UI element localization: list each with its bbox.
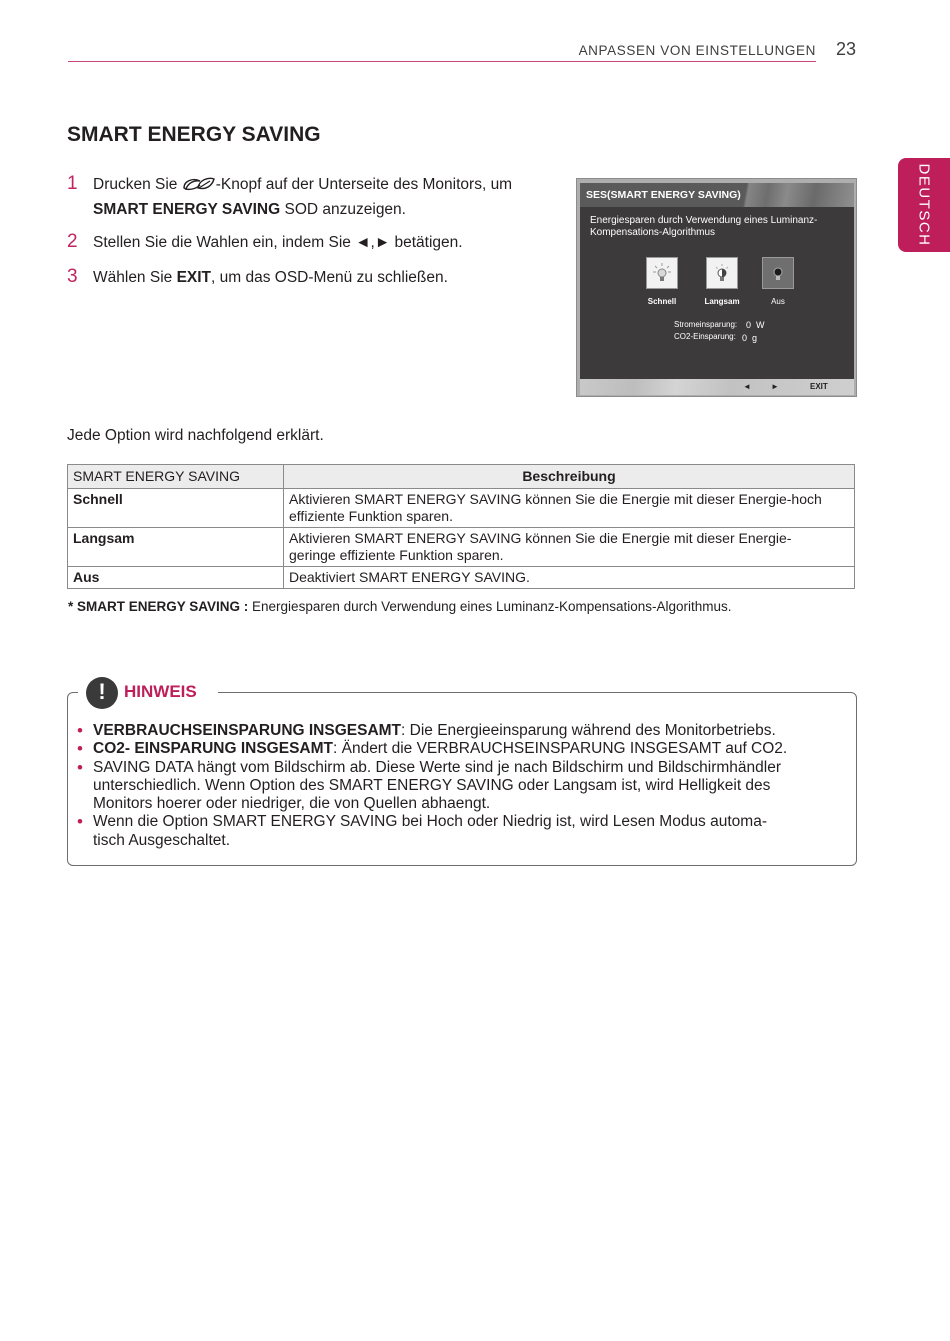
osd-menu-screenshot [576, 178, 857, 397]
osd-description-line: Energiesparen durch Verwendung eines Luminanz- [590, 215, 818, 226]
osd-nav-bar [580, 379, 854, 395]
footnote [68, 599, 732, 614]
list-item-text: SAVING DATA hängt vom Bildschirm ab. Diese Werte sind je nach Bildschirm und Bildschirmhändler [93, 758, 782, 776]
list-item-text: : Ändert die VERBRAUCHSEINSPARUNG INSGESAMT auf CO2. [333, 740, 788, 758]
list-item-bold: VERBRAUCHSEINSPARUNG INSGESAMT [93, 722, 402, 739]
osd-stat-power [674, 320, 765, 330]
step-text-part: -Knopf auf der Unterseite des Monitors, um [215, 176, 513, 193]
table-cell-line: Aktivieren SMART ENERGY SAVING können Sie die Energie mit dieser Energie-hoch [289, 491, 822, 507]
language-tab-label: DEUTSCH [915, 163, 933, 247]
running-header [68, 38, 856, 64]
footnote-bold: * SMART ENERGY SAVING : [68, 599, 249, 614]
list-item-text: Wenn die Option SMART ENERGY SAVING bei Hoch oder Niedrig ist, wird Lesen Modus automa- [93, 813, 767, 831]
language-tab [898, 158, 950, 252]
section-title: ANPASSEN VON EINSTELLUNGEN [578, 43, 816, 58]
table-cell-line: effiziente Funktion sparen. [289, 508, 453, 524]
osd-panel [580, 207, 854, 379]
note-heading [78, 676, 218, 710]
table-cell-desc: Deaktiviert SMART ENERGY SAVING. [284, 567, 855, 589]
step-text-bold: SMART ENERGY SAVING [93, 201, 281, 218]
osd-option-schnell[interactable] [646, 257, 678, 289]
table-row [68, 567, 855, 589]
osd-stat-label: CO2-Einsparung: [674, 332, 736, 341]
osd-stat-value [742, 333, 757, 343]
osd-stat-value [746, 320, 765, 330]
table-cell-key: Langsam [68, 528, 284, 567]
footnote-text: Energiesparen durch Verwendung eines Luminanz-Kompensations-Algorithmus. [248, 599, 732, 614]
step-text: Stellen Sie die Wahlen ein, indem Sie ◄,► betätigen. [93, 234, 463, 251]
table-row [68, 528, 855, 567]
table-cell-desc [284, 528, 855, 567]
list-item [77, 740, 847, 758]
page-title: SMART ENERGY SAVING [67, 123, 321, 146]
half-bulb-icon [707, 258, 737, 288]
osd-option-label: Langsam [704, 297, 740, 306]
table-cell-line: Aktivieren SMART ENERGY SAVING können Sie die Energie mit dieser Energie- [289, 530, 792, 546]
note-title: HINWEIS [124, 682, 197, 701]
leaf-icon [182, 176, 216, 199]
header-rule [68, 61, 816, 62]
step-number: 1 [67, 173, 78, 194]
step-text [93, 267, 448, 289]
osd-stat-unit: W [756, 320, 765, 330]
table-header: Beschreibung [284, 465, 855, 489]
osd-stat-co2 [674, 332, 758, 343]
osd-left-button[interactable]: ◄ [743, 382, 751, 391]
osd-stat-label: Stromeinsparung: [674, 320, 738, 329]
options-table [67, 464, 855, 589]
table-cell-key: Aus [68, 567, 284, 589]
osd-stat-number: 0 [746, 320, 752, 330]
step-text-part: SOD anzuzeigen. [280, 201, 406, 218]
table-cell-line: geringe effiziente Funktion sparen. [289, 547, 504, 563]
bright-bulb-icon [647, 258, 677, 288]
list-item-bold: CO2- EINSPARUNG INSGESAMT [93, 740, 333, 758]
table-row [68, 489, 855, 528]
table-cell-key: Schnell [68, 489, 284, 528]
osd-title-bar [580, 183, 854, 207]
table-header-row [68, 465, 855, 489]
list-item [77, 759, 847, 814]
osd-stat-number: 0 [742, 333, 748, 343]
osd-title: SES(SMART ENERGY SAVING) [586, 189, 741, 201]
step-text [93, 174, 512, 221]
step-number: 3 [67, 266, 78, 287]
list-item-text: tisch Ausgeschaltet. [93, 831, 230, 849]
list-item [77, 722, 847, 740]
note-list [77, 722, 847, 850]
step-number: 2 [67, 231, 78, 252]
osd-option-label: Schnell [647, 297, 677, 306]
page-number: 23 [835, 39, 856, 59]
osd-option-label: Aus [771, 297, 785, 306]
osd-description-line: Kompensations-Algorithmus [590, 227, 716, 238]
list-item [77, 813, 847, 850]
table-header: SMART ENERGY SAVING [68, 465, 284, 489]
step-text-bold: EXIT [176, 269, 212, 286]
intro-text: Jede Option wird nachfolgend erklärt. [67, 427, 324, 444]
bulb-off-icon [763, 258, 793, 288]
table-cell-desc [284, 489, 855, 528]
list-item-text: unterschiedlich. Wenn Option des SMART ENERGY SAVING oder Langsam ist, wird Helligkeit des [93, 776, 771, 794]
step-text-part: , um das OSD-Menü zu schließen. [211, 269, 448, 286]
exclamation-icon [86, 677, 118, 709]
osd-exit-button[interactable]: EXIT [810, 382, 828, 391]
step-text-part: Drucken Sie [93, 176, 182, 193]
step-text-part: Wählen Sie [93, 269, 177, 286]
osd-option-langsam[interactable] [706, 257, 738, 289]
osd-right-button[interactable]: ► [771, 382, 779, 391]
osd-stat-unit: g [752, 333, 758, 343]
osd-option-aus[interactable] [762, 257, 794, 289]
list-item-text: : Die Energieeinsparung während des Monitorbetriebs. [401, 722, 776, 739]
list-item-text: Monitors hoerer oder niedriger, die von Quellen abhaengt. [93, 795, 491, 813]
osd-description [590, 215, 846, 239]
